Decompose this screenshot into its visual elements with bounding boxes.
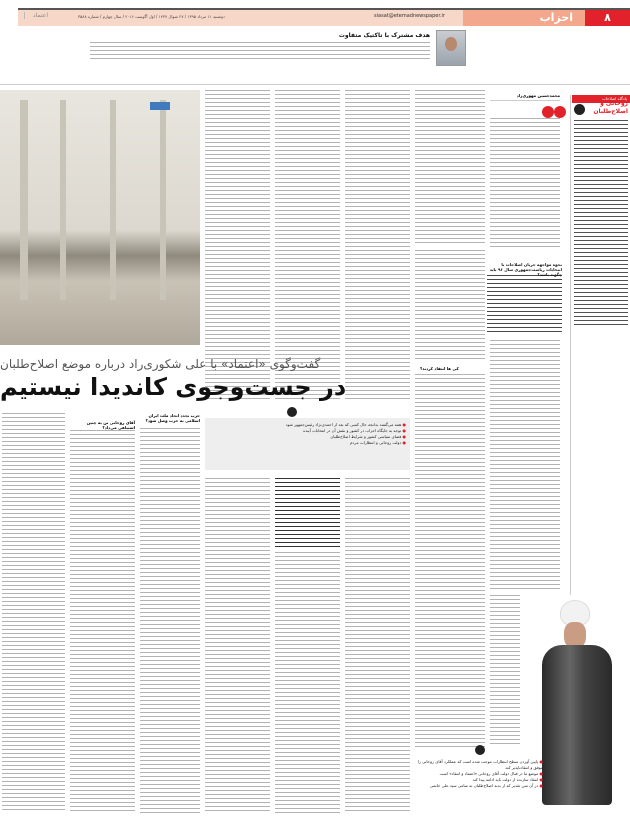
newspaper-logo: اعتماد xyxy=(24,12,48,19)
page-number: ۸ xyxy=(585,10,630,26)
section-title: احزاب xyxy=(463,10,585,26)
columnist-photo xyxy=(436,30,466,66)
article-subhead: کی ها انتقاد کردند؟ xyxy=(420,366,459,371)
article-column-2b xyxy=(415,250,485,360)
summary-item: ● موضع ما در قبال دولت آقای روحانی «اعتماد و انتقاد» است xyxy=(439,771,543,776)
interview-column-6 xyxy=(2,413,65,813)
interview-column-5 xyxy=(70,430,135,813)
highlights-box xyxy=(205,418,410,470)
summary-item: ● پایین آوردن سطح انتظارات موجب شده است که عملکرد آقای روحانی را موفق و انتقادناپذیر کند xyxy=(417,759,543,770)
highlight-item: ● فضای سیاسی کشور و شرایط اصلاح‌طلبان xyxy=(330,434,406,439)
summary-item: ● در آن سن تقدیر که از بدنه اصلاح‌طلبان به سامی سید علی خاتمی xyxy=(429,783,543,788)
interview-headline: در جست‌وجوی کاندیدا نیستیم xyxy=(0,373,347,401)
columnist-text xyxy=(90,42,430,62)
email-link[interactable]: siasat@etemadnewspaper.ir xyxy=(374,13,445,19)
article-question xyxy=(487,275,562,333)
interview-kicker: گفت‌وگوی «اعتماد» با علی شکوری‌راد درباره موضع اصلاح‌طلبان xyxy=(0,357,321,371)
highlight-item: ● دولت روحانی و انتظارات مردم xyxy=(350,440,406,445)
quote-icon xyxy=(574,104,585,115)
issue-date: دوشنبه ۱۱ مرداد ۱۳۹۵ / ۲۷ شوال ۱۴۳۷ / اول آگوست ۲۰۱۶ / سال چهارم / شماره ۳۵۸۸ xyxy=(78,14,225,19)
interview-column-2 xyxy=(275,90,340,400)
page-header xyxy=(18,8,630,26)
article-author: محمدحسین مهوری‌زاد xyxy=(516,93,560,98)
section-tag: یادگاه اصلاحات xyxy=(572,95,630,103)
highlight-item: ● توجه به جایگاه احزاب در کشور و نقش آن در انتخابات آینده xyxy=(303,428,406,433)
interview-column-9 xyxy=(345,478,410,813)
divider xyxy=(0,84,630,85)
article-column-2c xyxy=(415,374,485,749)
divider xyxy=(490,100,560,101)
separator-icon xyxy=(475,745,485,755)
column-divider xyxy=(570,95,571,595)
sidebar-title: روحانی و اصلاح‌طلبان xyxy=(593,100,628,115)
article-column-2 xyxy=(415,90,485,245)
interview-column-8 xyxy=(275,552,340,813)
article-column-1 xyxy=(490,118,560,250)
interview-column-3 xyxy=(345,90,410,400)
separator-icon xyxy=(287,407,297,417)
interview-column-1 xyxy=(205,90,270,400)
sidebar-text xyxy=(574,120,628,325)
article-photo xyxy=(0,90,200,345)
summary-box xyxy=(415,757,545,815)
summary-item: ● انتقاد سازنده از دولت باید ادامه پیدا کند xyxy=(472,777,543,782)
interview-pullquote xyxy=(275,478,340,548)
highlight-item: ● همه می‌گفتند بدانجه حال کسی که بعد از احمدی‌نژاد رئیس‌جمهور شود xyxy=(285,422,406,427)
article-column-1b xyxy=(490,340,560,590)
columnist-title: هدف مشترک با تاکتیک متفاوت xyxy=(338,32,430,39)
interview-question: آقای روحانی تن به چنین اشتباهی می‌داد؟ xyxy=(86,420,135,430)
interview-question: حزب تجدد اتحاد ملت ایران اسلامی به حزب وصل شود؟ xyxy=(145,413,200,423)
article-column-1c xyxy=(490,595,520,745)
article-question-text: نحوه مواجهه جریان اصلاحات با انتخابات ریاست‌جمهوری سال ۹۶ باید چگونه باشد؟ xyxy=(489,262,562,277)
interview-column-4 xyxy=(140,428,200,813)
interview-column-7 xyxy=(205,478,270,813)
